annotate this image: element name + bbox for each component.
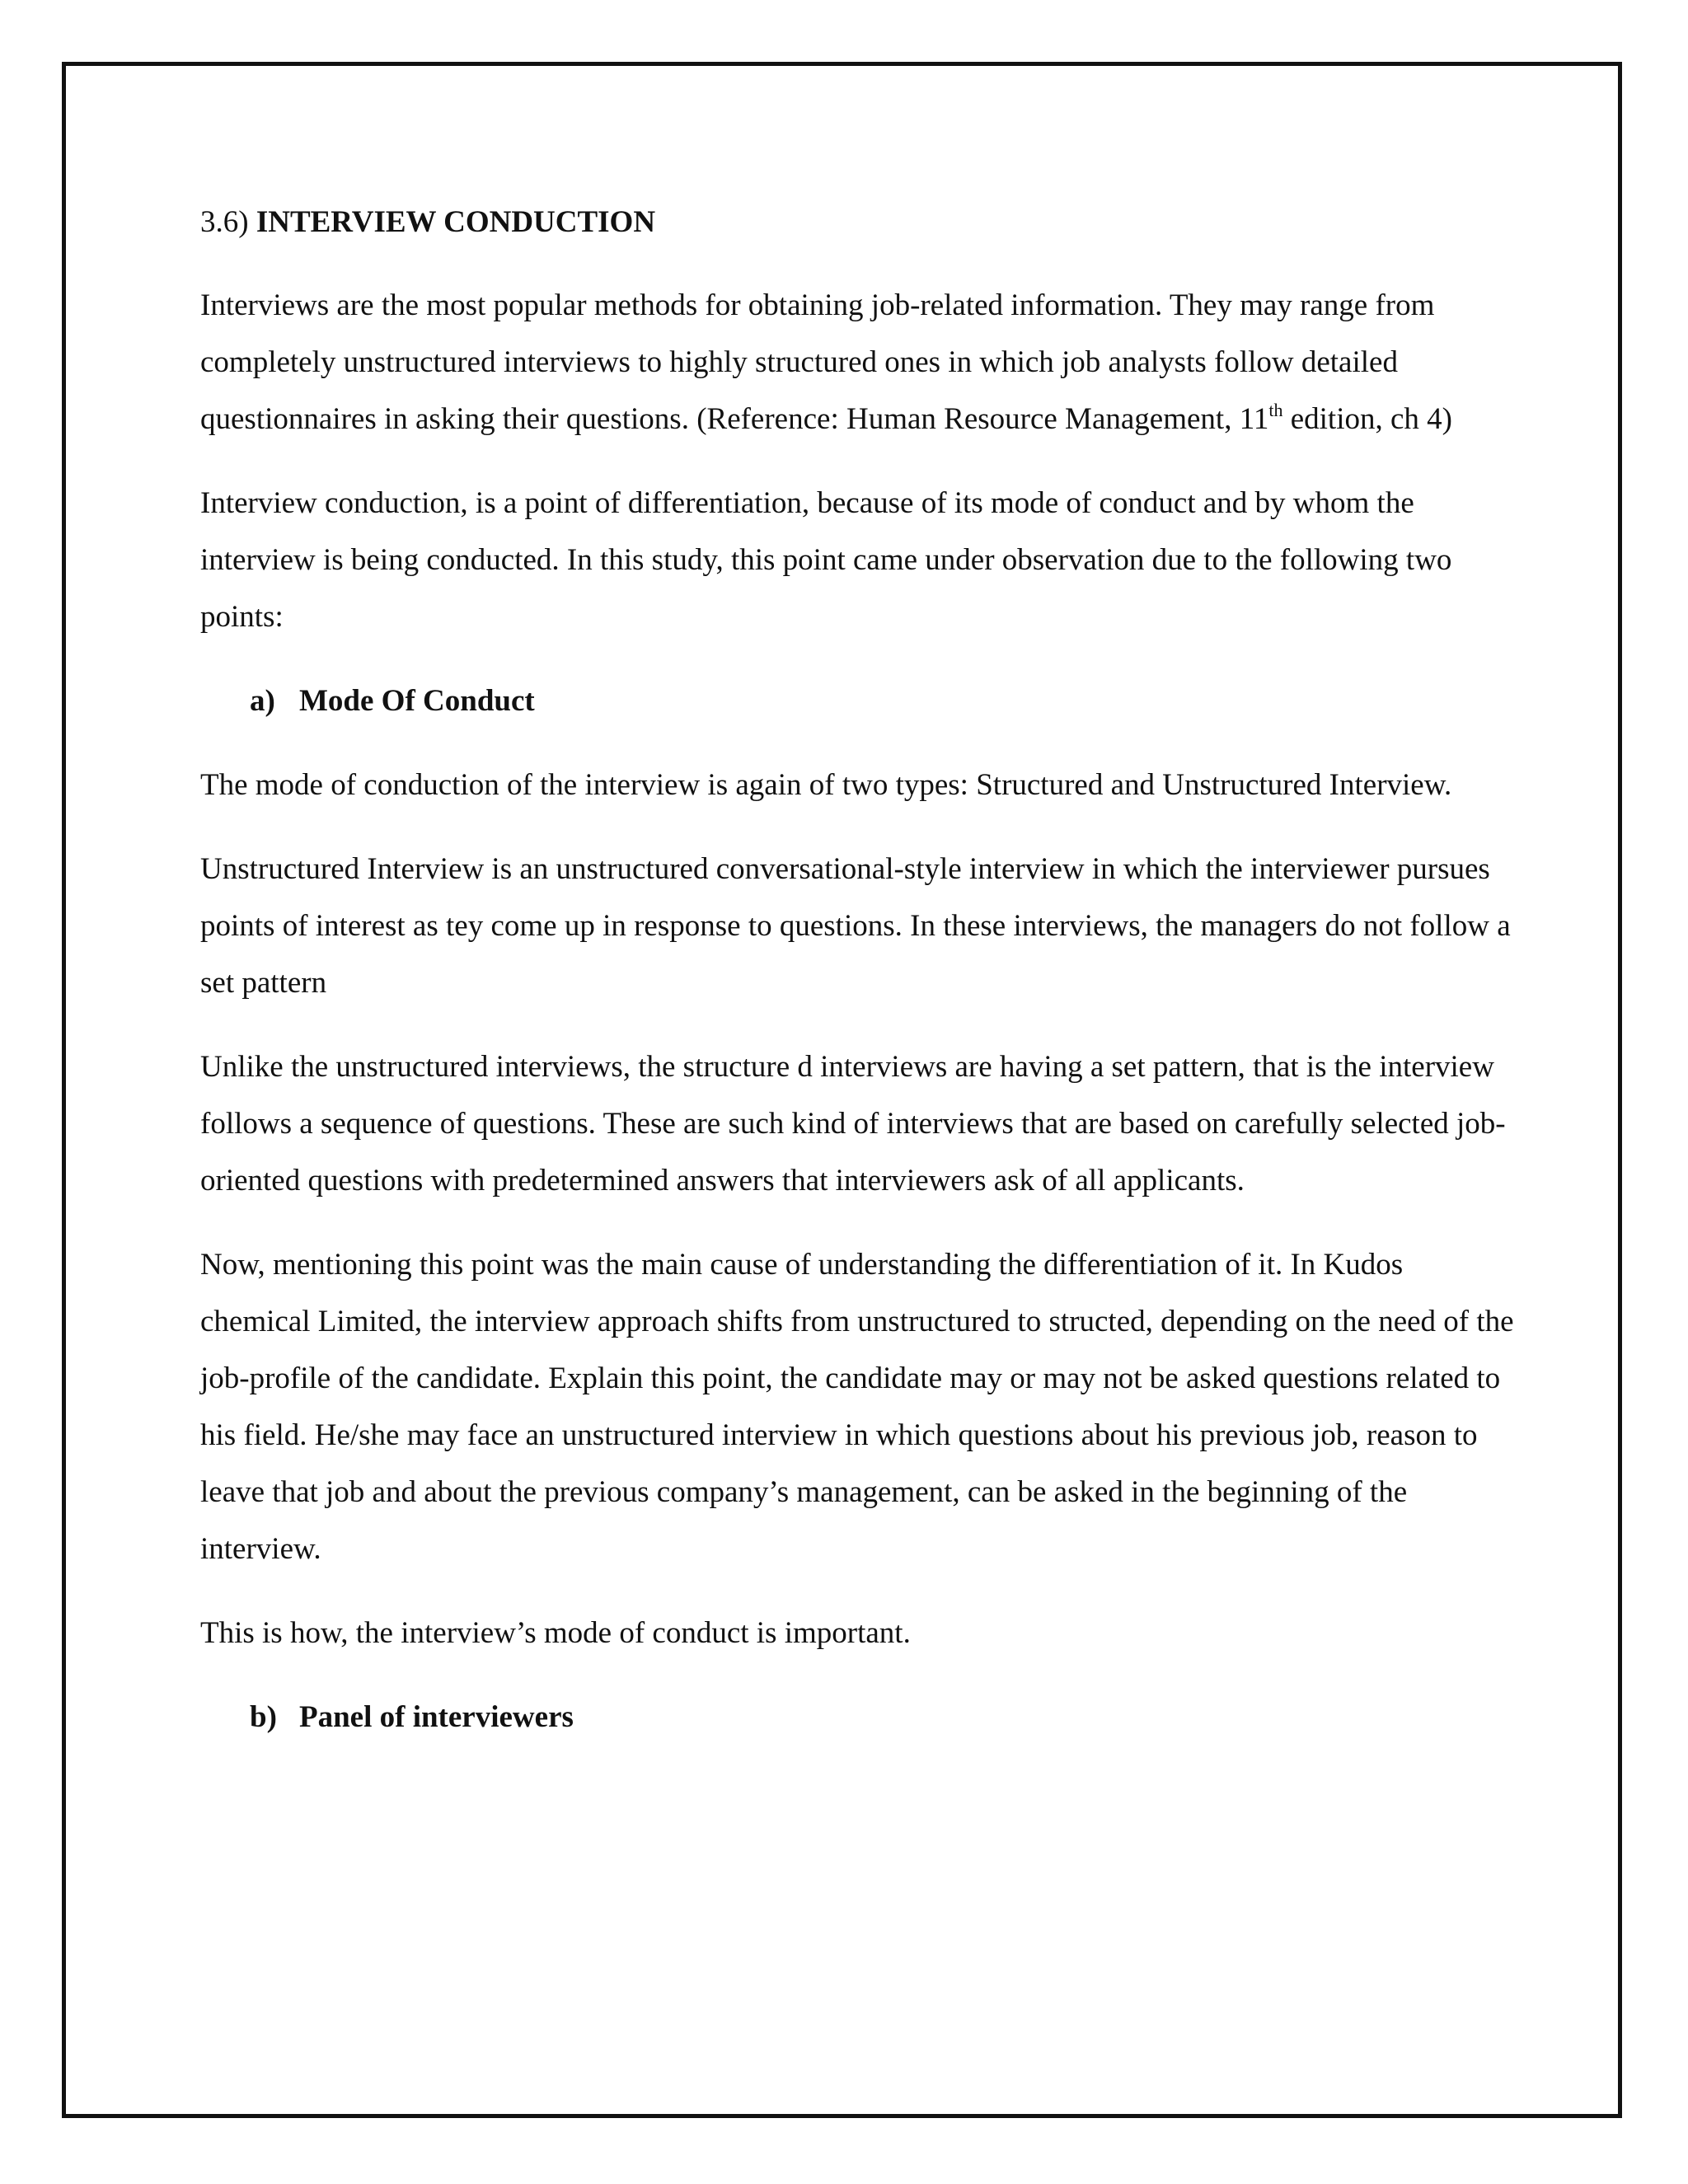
paragraph-kudos: Now, mentioning this point was the main cause of understanding the differentiation of it. In Kudos chemical Limited, the interview approach shifts from unstructured to structed, depending on the need of the job-profile of the candidate. Explain this point, the candidate may or may not be asked questions related to his field. He/she may face an unstructured interview in which questions about his previous job, reason to leave that job and about the previous company’s management, can be asked in the beginning of the interview. [200, 1248, 1514, 1566]
paragraph-conclusion: This is how, the interview’s mode of conduct is important. [200, 1616, 911, 1650]
paragraph-unstructured: Unstructured Interview is an unstructured conversational-style interview in which the interviewer pursues points of interest as tey come up in response to questions. In these interviews, the managers do not follow a set pattern [200, 852, 1511, 1000]
paragraph-differentiation: Interview conduction, is a point of differentiation, because of its mode of conduct and by whom the interview is being conducted. In this study, this point came under observation due to the following two points: [200, 486, 1452, 634]
section-heading [200, 194, 1519, 251]
subheading-b-title: Panel of interviewers [299, 1700, 574, 1734]
subheading-mode-of-conduct [200, 673, 1519, 729]
paragraph-intro [200, 277, 1519, 448]
paragraph-intro-tail: edition, ch 4) [1282, 402, 1452, 436]
paragraph-mode-types: The mode of conduction of the interview is again of two types: Structured and Unstructured Interview. [200, 768, 1452, 802]
subheading-panel-of-interviewers [200, 1689, 1519, 1746]
section-number: 3.6) [200, 205, 249, 239]
list-marker-a: a) [250, 684, 275, 718]
paragraph-structured: Unlike the unstructured interviews, the structure d interviews are having a set pattern, that is the interview follows a sequence of questions. These are such kind of interviews that are based on carefully selected job-oriented questions with predetermined answers that interviewers ask of all applicants. [200, 1050, 1506, 1197]
list-marker-b: b) [250, 1700, 277, 1734]
document-body [200, 194, 1519, 1773]
subheading-a-title: Mode Of Conduct [299, 684, 535, 718]
paragraph-intro-text: Interviews are the most popular methods for obtaining job-related information. They may range from completely unstructured interviews to highly structured ones in which job analysts follow detailed questionnaires in asking their questions. (Reference: Human Resource Management, 11 [200, 288, 1435, 436]
ordinal-superscript: th [1268, 400, 1283, 420]
section-title: INTERVIEW CONDUCTION [256, 205, 656, 239]
